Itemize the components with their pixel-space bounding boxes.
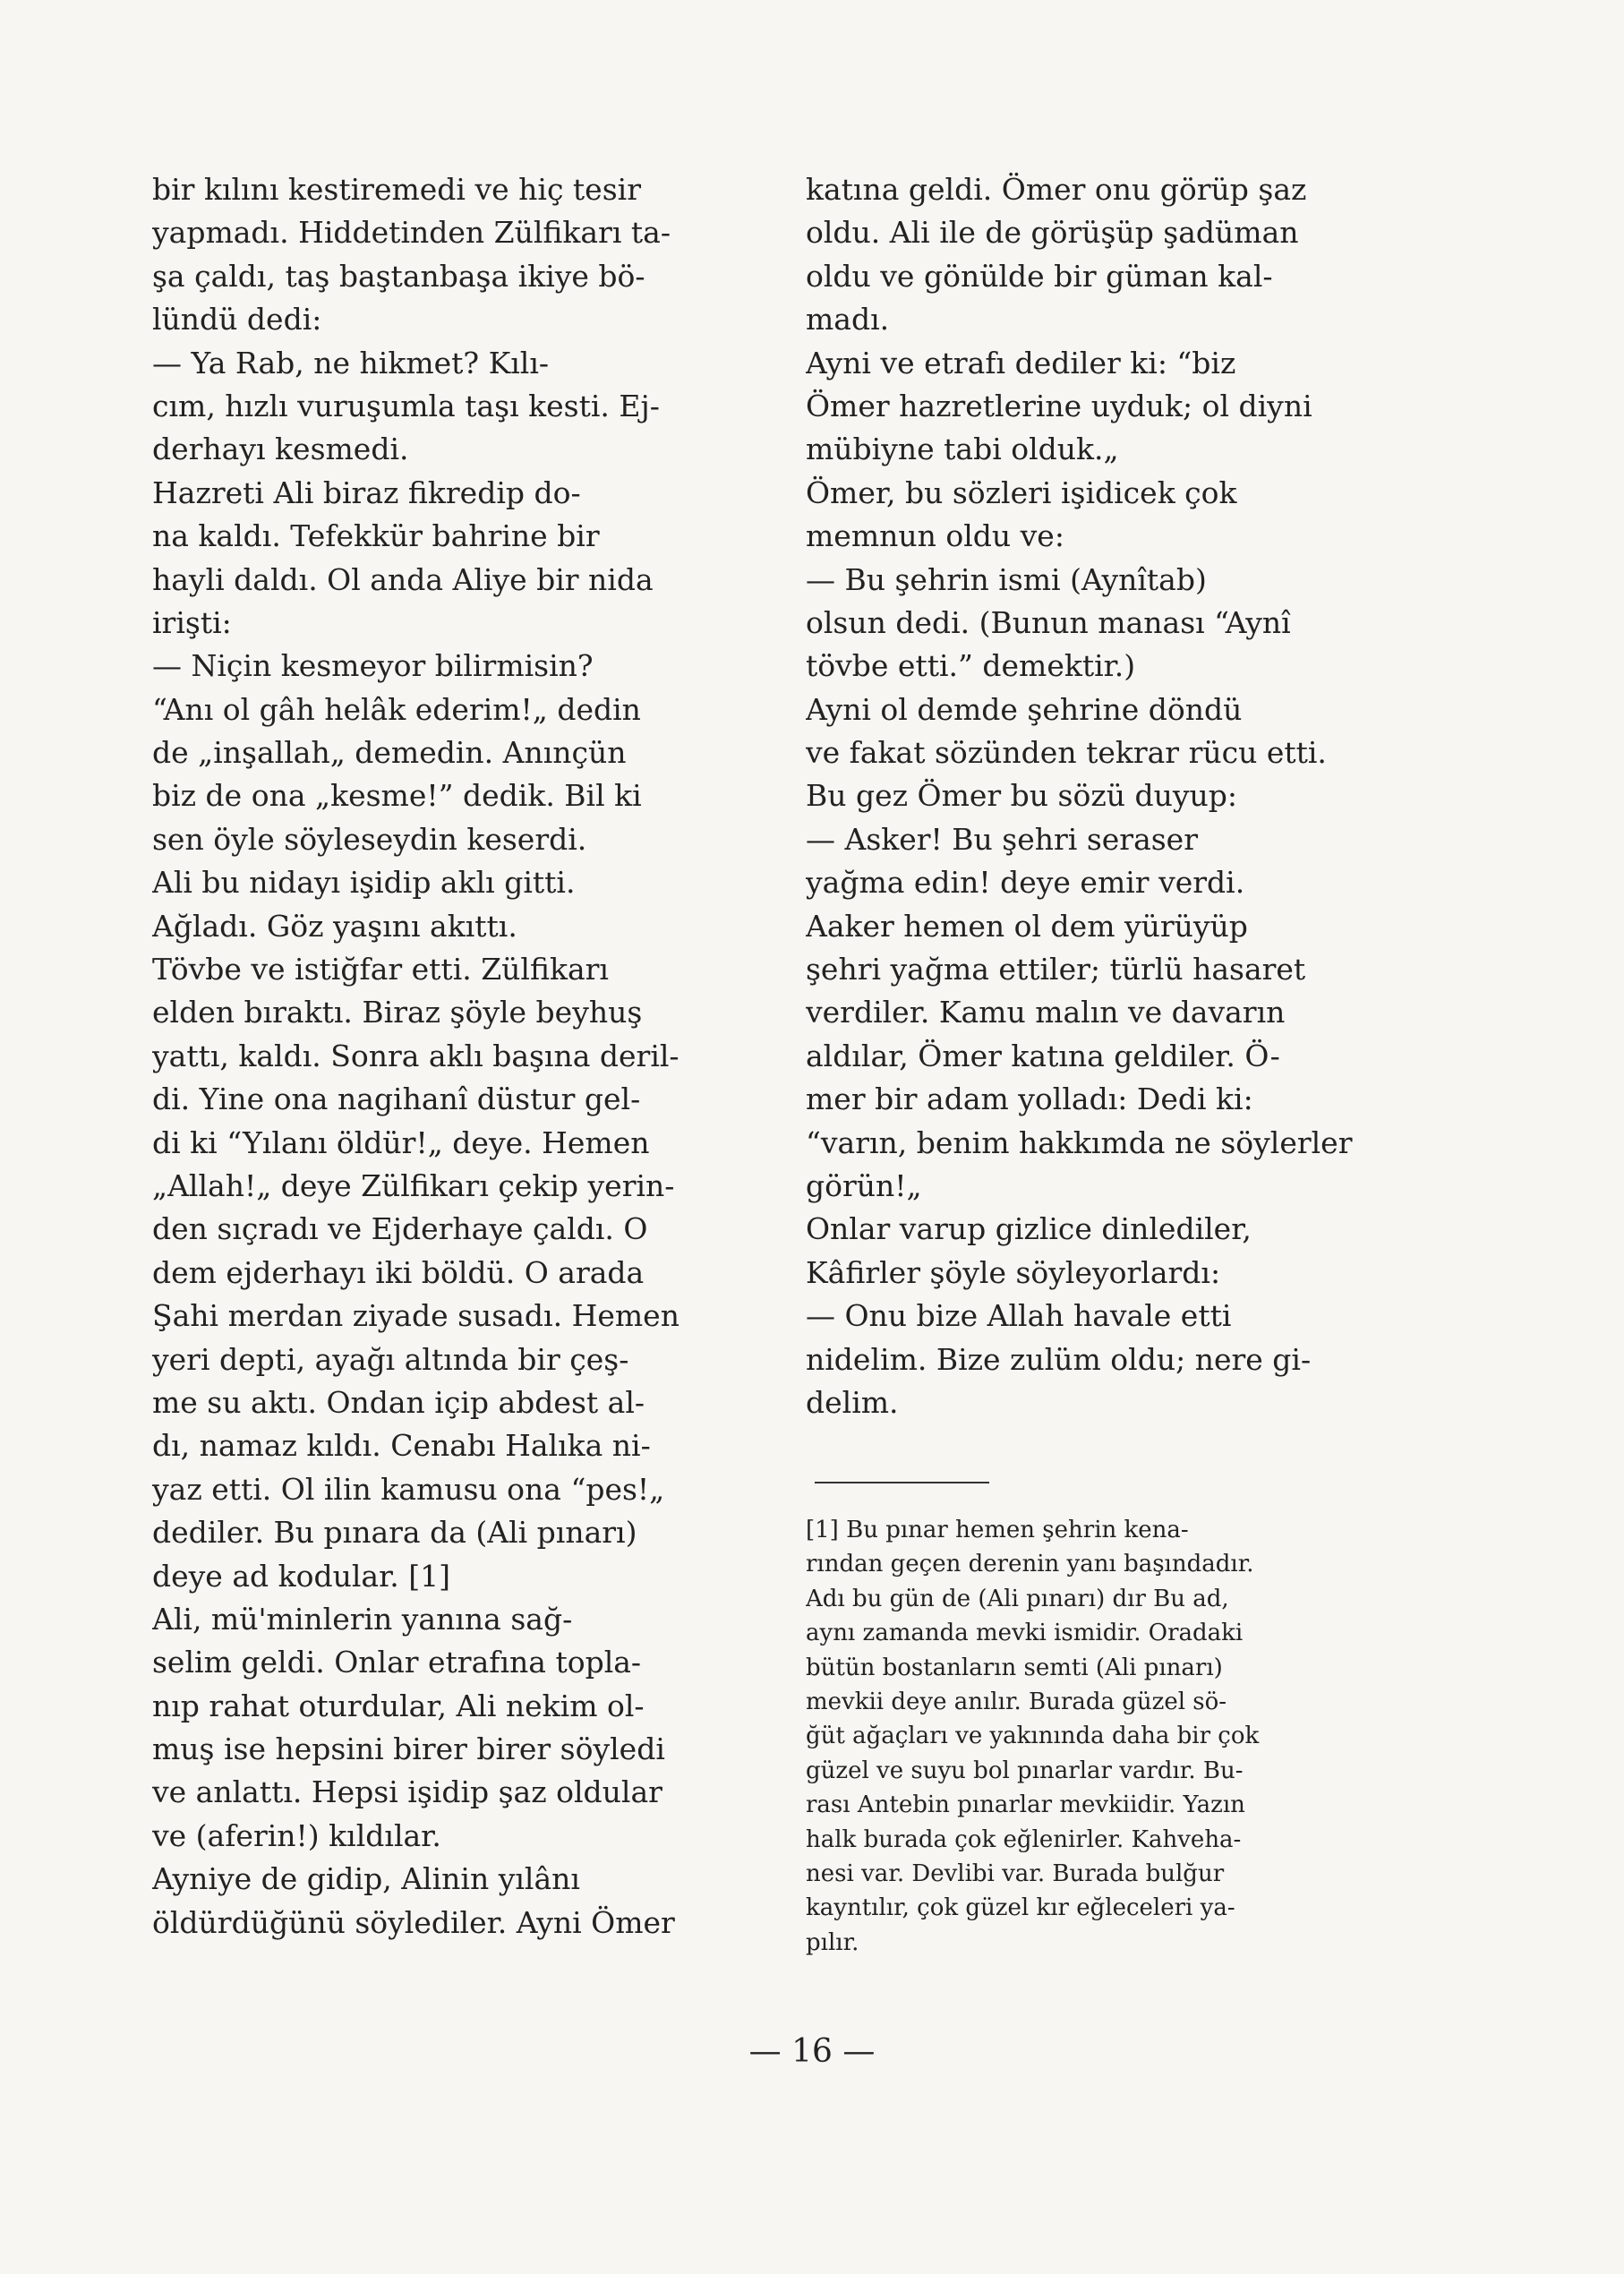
- text-line: Ayniye de gidip, Alinin yılânı: [152, 1861, 580, 1897]
- text-line: Bu gez Ömer bu sözü duyup:: [806, 778, 1237, 814]
- text-line: oldu. Ali ile de görüşüp şadüman: [806, 215, 1299, 251]
- footnote-line: nesi var. Devlibi var. Burada bulğur: [806, 1859, 1225, 1887]
- text-line: muş ise hepsini birer birer söyledi: [152, 1731, 665, 1767]
- text-line: elden bıraktı. Biraz şöyle beyhuş: [152, 995, 643, 1030]
- footnote-line: aynı zamanda mevki ismidir. Oradaki: [806, 1620, 1244, 1647]
- text-line: öldürdüğünü söylediler. Ayni Ömer: [152, 1904, 675, 1940]
- text-line: — Asker! Bu şehri seraser: [806, 821, 1198, 857]
- text-line: Ali, mü'minlerin yanına sağ-: [152, 1601, 573, 1637]
- text-line: şa çaldı, taş baştanbaşa ikiye bö-: [152, 258, 645, 294]
- page-number: — 16 —: [748, 2033, 876, 2070]
- text-line: hayli daldı. Ol anda Aliye bir nida: [152, 561, 654, 597]
- text-line: Kâfirler şöyle söyleyorlardı:: [806, 1254, 1221, 1290]
- text-line: deye ad kodular. [1]: [152, 1558, 450, 1594]
- text-line: nidelim. Bize zulüm oldu; nere gi-: [806, 1341, 1312, 1377]
- text-line: cım, hızlı vuruşumla taşı kesti. Ej-: [152, 388, 660, 423]
- footnote-line: bütün bostanların semti (Ali pınarı): [806, 1654, 1223, 1681]
- footnote-line: pılır.: [806, 1928, 859, 1956]
- text-line: dı, namaz kıldı. Cenabı Halıka ni-: [152, 1428, 651, 1464]
- text-line: şehri yağma ettiler; türlü hasaret: [806, 952, 1306, 987]
- footnote-line: rından geçen derenin yanı başındadır.: [806, 1551, 1254, 1578]
- text-line: Tövbe ve istiğfar etti. Zülfikarı: [152, 952, 609, 987]
- text-line: ve anlattı. Hepsi işidip şaz oldular: [152, 1774, 662, 1810]
- text-line: irişti:: [152, 604, 232, 640]
- footnote-line: güzel ve suyu bol pınarlar vardır. Bu-: [806, 1757, 1244, 1784]
- footnote-line: ğüt ağaçları ve yakınında daha bir çok: [806, 1723, 1260, 1750]
- text-line: „Allah!„ deye Zülfikarı çekip yerin-: [152, 1167, 675, 1203]
- footnote-line: rası Antebin pınarlar mevkiidir. Yazın: [806, 1791, 1245, 1819]
- footnote-line: [1] Bu pınar hemen şehrin kena-: [806, 1517, 1189, 1543]
- text-line: na kaldı. Tefekkür bahrine bir: [152, 518, 600, 554]
- text-line: yaz etti. Ol ilin kamusu ona “pes!„: [152, 1471, 665, 1507]
- footnote-line: Adı bu gün de (Ali pınarı) dır Bu ad,: [806, 1585, 1229, 1612]
- text-line: — Bu şehrin ismi (Aynîtab): [806, 561, 1207, 597]
- text-line: delim.: [806, 1384, 899, 1420]
- text-line: tövbe etti.” demektir.): [806, 648, 1136, 684]
- text-line: nıp rahat oturdular, Ali nekim ol-: [152, 1688, 645, 1723]
- text-line: di ki “Yılanı öldür!„ deye. Hemen: [152, 1124, 650, 1160]
- text-line: olsun dedi. (Bunun manası “Aynî: [806, 604, 1291, 640]
- text-line: “Anı ol gâh helâk ederim!„ dedin: [152, 691, 641, 727]
- text-line: oldu ve gönülde bir güman kal-: [806, 258, 1273, 294]
- left-text-column: [152, 168, 734, 1945]
- text-line: dem ejderhayı iki böldü. O arada: [152, 1254, 645, 1290]
- footnote-separator: [815, 1482, 989, 1483]
- text-line: mübiyne tabi olduk.„: [806, 432, 1119, 467]
- text-line: yeri depti, ayağı altında bir çeş-: [152, 1341, 629, 1377]
- text-line: biz de ona „kesme!” dedik. Bil ki: [152, 778, 642, 814]
- text-line: bir kılını kestiremedi ve hiç tesir: [152, 172, 641, 207]
- footnote-line: mevkii deye anılır. Burada güzel sö-: [806, 1688, 1227, 1715]
- text-line: sen öyle söyleseydin keserdi.: [152, 821, 587, 857]
- text-line: Ağladı. Göz yaşını akıttı.: [152, 908, 517, 944]
- text-line: derhayı kesmedi.: [152, 432, 409, 467]
- text-line: aldılar, Ömer katına geldiler. Ö-: [806, 1038, 1280, 1073]
- text-line: görün!„: [806, 1167, 922, 1203]
- text-line: — Ya Rab, ne hikmet? Kılı-: [152, 345, 550, 380]
- text-line: Şahi merdan ziyade susadı. Hemen: [152, 1298, 680, 1334]
- footnote-line: kayntılır, çok güzel kır eğleceleri ya-: [806, 1894, 1235, 1922]
- text-line: Ayni ve etrafı dediler ki: “biz: [806, 345, 1236, 380]
- footnote-line: halk burada çok eğlenirler. Kahveha-: [806, 1825, 1242, 1853]
- text-line: Aaker hemen ol dem yürüyüp: [806, 908, 1248, 944]
- text-line: yapmadı. Hiddetinden Zülfikarı ta-: [152, 215, 671, 251]
- text-line: yattı, kaldı. Sonra aklı başına deril-: [152, 1038, 680, 1073]
- text-line: yağma edin! deye emir verdi.: [806, 865, 1245, 901]
- text-line: Onlar varup gizlice dinlediler,: [806, 1211, 1252, 1247]
- text-line: di. Yine ona nagihanî düstur gel-: [152, 1081, 641, 1117]
- text-line: — Onu bize Allah havale etti: [806, 1298, 1232, 1334]
- text-line: “varın, benim hakkımda ne söylerler: [806, 1124, 1353, 1160]
- text-line: memnun oldu ve:: [806, 518, 1064, 554]
- text-line: den sıçradı ve Ejderhaye çaldı. O: [152, 1211, 648, 1247]
- right-text-column: [806, 168, 1388, 1424]
- text-line: Ayni ol demde şehrine döndü: [806, 691, 1243, 727]
- text-line: madı.: [806, 302, 890, 338]
- text-line: mer bir adam yolladı: Dedi ki:: [806, 1081, 1253, 1117]
- text-line: Ömer, bu sözleri işidicek çok: [806, 474, 1237, 510]
- text-line: me su aktı. Ondan içip abdest al-: [152, 1384, 645, 1420]
- text-line: dediler. Bu pınara da (Ali pınarı): [152, 1515, 637, 1551]
- footnote-block: [806, 1513, 1388, 1960]
- text-line: Ali bu nidayı işidip aklı gitti.: [152, 865, 576, 901]
- text-line: — Niçin kesmeyor bilirmisin?: [152, 648, 594, 684]
- text-line: ve fakat sözünden tekrar rücu etti.: [806, 735, 1327, 771]
- text-line: katına geldi. Ömer onu görüp şaz: [806, 172, 1307, 207]
- text-line: ve (aferin!) kıldılar.: [152, 1817, 441, 1853]
- text-line: Hazreti Ali biraz fikredip do-: [152, 474, 581, 510]
- text-line: Ömer hazretlerine uyduk; ol diyni: [806, 388, 1312, 423]
- text-line: selim geldi. Onlar etrafına topla-: [152, 1645, 642, 1680]
- text-line: lündü dedi:: [152, 302, 322, 338]
- text-line: de „inşallah„ demedin. Anınçün: [152, 735, 627, 771]
- text-line: verdiler. Kamu malın ve davarın: [806, 995, 1286, 1030]
